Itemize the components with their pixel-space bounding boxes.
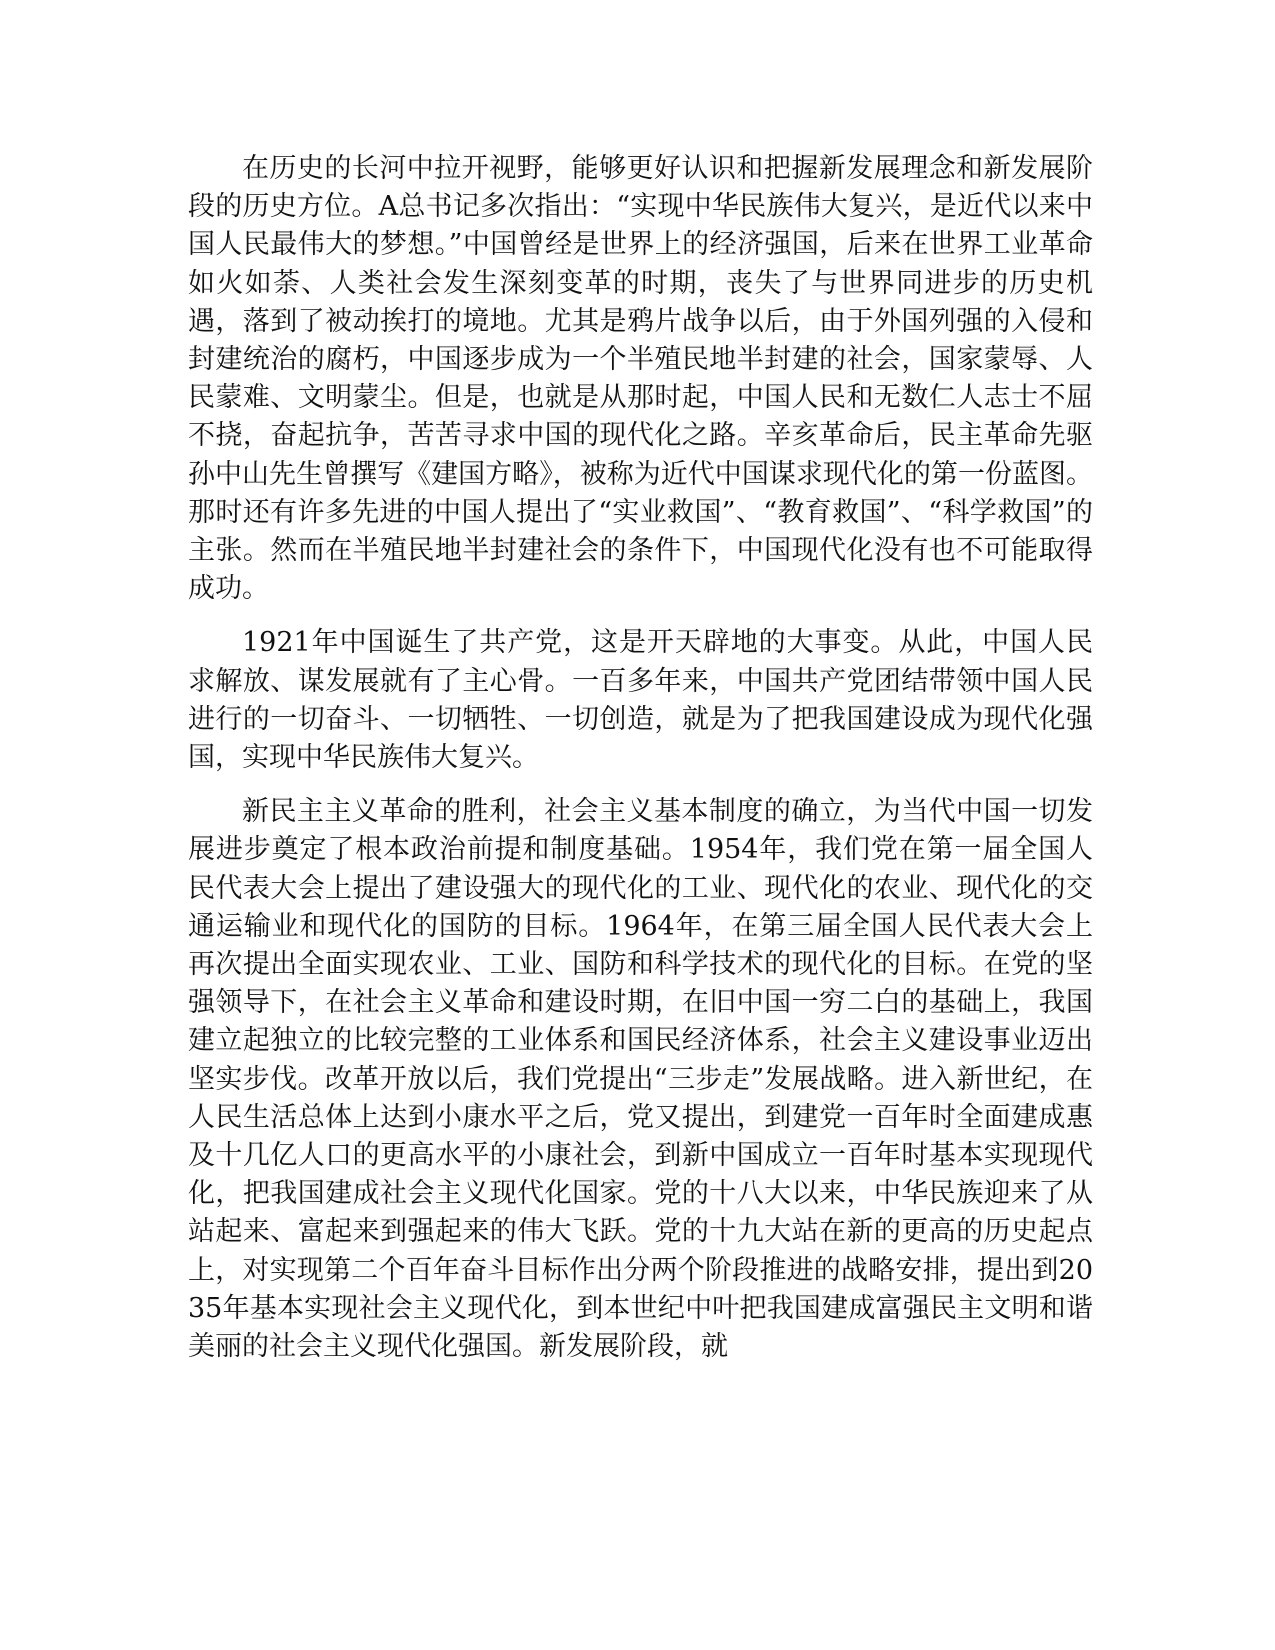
paragraph-history-view: 在历史的长河中拉开视野，能够更好认识和把握新发展理念和新发展阶段的历史方位。A总书记多次指出：“实现中华民族伟大复兴，是近代以来中国人民最伟大的梦想。”中国曾经是世界上的经济强国，后来在世界工业革命如火如荼、人类社会发生深刻变革的时期，丧失了与世界同进步的历史机遇，落到了被动挨打的境地。尤其是鸦片战争以后，由于外国列强的入侵和封建统治的腐朽，中国逐步成为一个半殖民地半封建的社会，国家蒙辱、人民蒙难、文明蒙尘。但是，也就是从那时起，中国人民和无数仁人志士不屈不挠，奋起抗争，苦苦寻求中国的现代化之路。辛亥革命后，民主革命先驱孙中山先生曾撰写《建国方略》，被称为近代中国谋求现代化的第一份蓝图。那时还有许多先进的中国人提出了“实业救国”、“教育救国”、“科学救国”的主张。然而在半殖民地半封建社会的条件下，中国现代化没有也不可能取得成功。 — [188, 153, 1093, 605]
paragraph-modernization-goals: 新民主主义革命的胜利，社会主义基本制度的确立，为当代中国一切发展进步奠定了根本政治前提和制度基础。1954年，我们党在第一届全国人民代表大会上提出了建设强大的现代化的工业、现代化的农业、现代化的交通运输业和现代化的国防的目标。1964年，在第三届全国人民代表大会上再次提出全面实现农业、工业、国防和科学技术的现代化的目标。在党的坚强领导下，在社会主义革命和建设时期，在旧中国一穷二白的基础上，我国建立起独立的比较完整的工业体系和国民经济体系，社会主义建设事业迈出坚实步伐。改革开放以后，我们党提出“三步走”发展战略。进入新世纪，在人民生活总体上达到小康水平之后，党又提出，到建党一百年时全面建成惠及十几亿人口的更高水平的小康社会，到新中国成立一百年时基本实现现代化，把我国建成社会主义现代化国家。党的十八大以来，中华民族迎来了从站起来、富起来到强起来的伟大飞跃。党的十九大站在新的更高的历史起点上，对实现第二个百年奋斗目标作出分两个阶段推进的战略安排，提出到2035年基本实现社会主义现代化，到本世纪中叶把我国建成富强民主文明和谐美丽的社会主义现代化强国。新发展阶段，就 — [188, 796, 1093, 1363]
paragraph-party-founding: 1921年中国诞生了共产党，这是开天辟地的大事变。从此，中国人民求解放、谋发展就有了主心骨。一百多年来，中国共产党团结带领中国人民进行的一切奋斗、一切牺牲、一切创造，就是为了把我国建设成为现代化强国，实现中华民族伟大复兴。 — [188, 627, 1093, 774]
document-page — [188, 150, 1093, 1382]
